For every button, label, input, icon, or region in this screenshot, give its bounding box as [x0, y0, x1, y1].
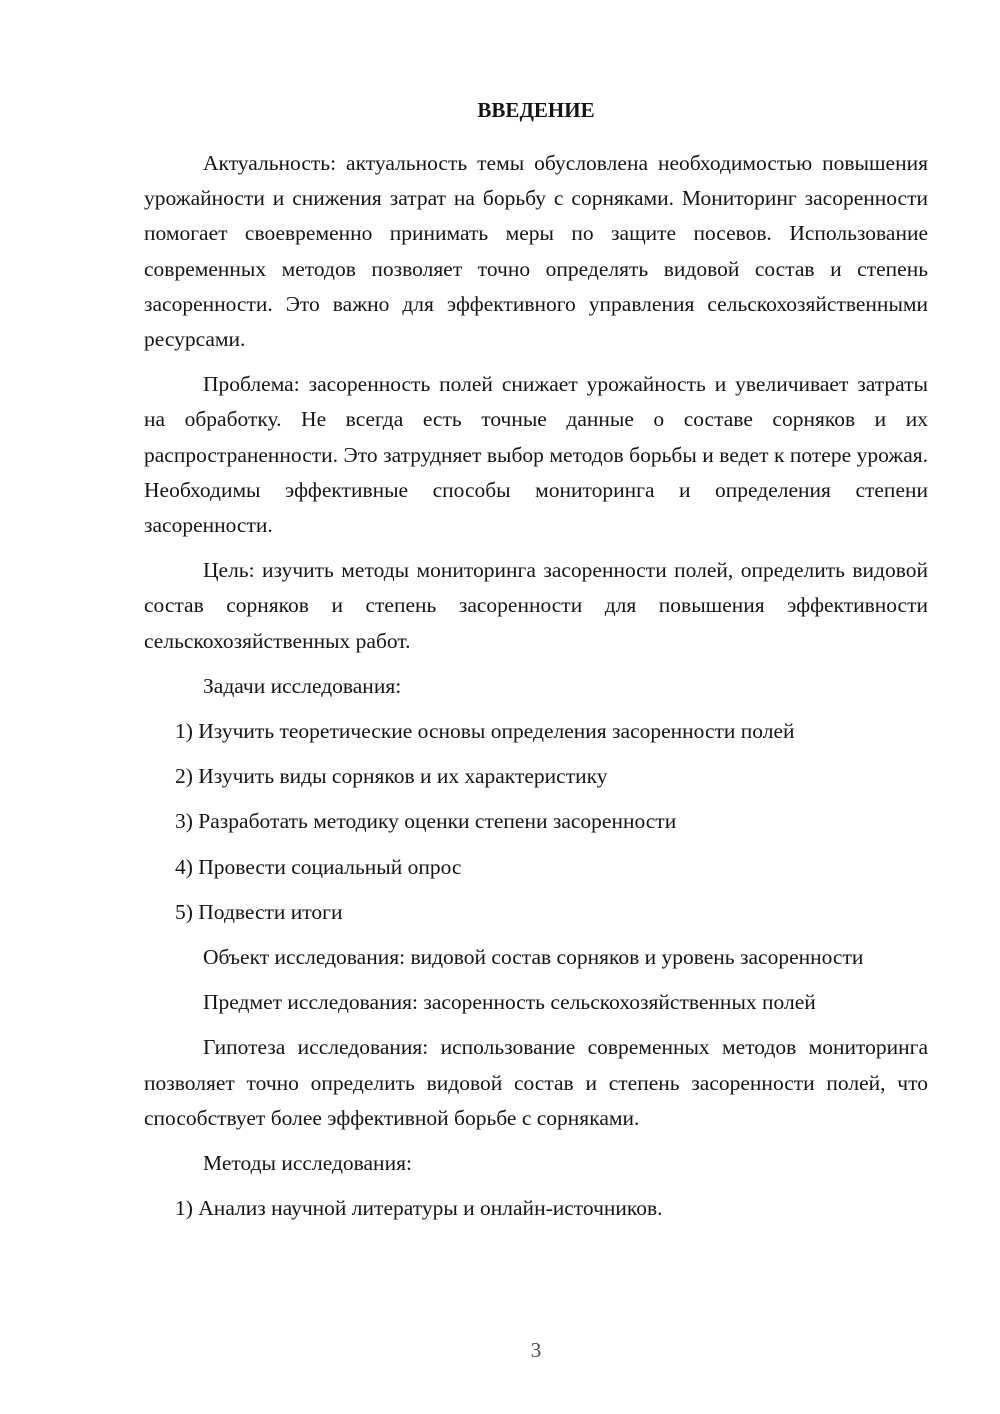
task-item: 2) Изучить виды сорняков и их характеристику: [175, 764, 608, 789]
page-number: 3: [530, 1338, 542, 1362]
task-item: 3) Разработать методику оценки степени засоренности: [175, 809, 677, 834]
tasks-title: Задачи исследования:: [203, 673, 402, 698]
goal-paragraph: Цель: изучить методы мониторинга засоренности полей, определить видовой состав сорняков и степень засоренности для повышения эффективности сельскохозяйственных работ.: [144, 558, 928, 653]
problem-paragraph: Проблема: засоренность полей снижает урожайность и увеличивает затраты на обработку. Не всегда есть точные данные о составе сорняков и их распространенности. Это затрудняет выбор методов борьбы и ведет к потере урожая. Необходимы эффективные способы мониторинга и определения степени засоренности.: [144, 372, 928, 538]
subject-paragraph: Предмет исследования: засоренность сельскохозяйственных полей: [203, 990, 816, 1015]
object-paragraph: Объект исследования: видовой состав сорняков и уровень засоренности: [203, 945, 864, 970]
task-item: 5) Подвести итоги: [175, 899, 343, 924]
section-heading: ВВЕДЕНИЕ: [477, 98, 595, 122]
hypothesis-paragraph: Гипотеза исследования: использование современных методов мониторинга позволяет точно определить видовой состав и степень засоренности полей, что способствует более эффективной борьбе с сорняками.: [144, 1035, 928, 1130]
method-item: 1) Анализ научной литературы и онлайн-источников.: [175, 1196, 663, 1221]
relevance-paragraph: Актуальность: актуальность темы обусловлена необходимостью повышения урожайности и снижения затрат на борьбу с сорняками. Мониторинг засоренности помогает своевременно принимать меры по защите посевов. Использование современных методов позволяет точно определять видовой состав и степень засоренности. Это важно для эффективного управления сельскохозяйственными ресурсами.: [144, 151, 928, 352]
methods-title: Методы исследования:: [203, 1151, 412, 1176]
task-item: 1) Изучить теоретические основы определения засоренности полей: [175, 719, 795, 744]
task-item: 4) Провести социальный опрос: [175, 854, 462, 879]
page-content: [144, 96, 928, 1236]
